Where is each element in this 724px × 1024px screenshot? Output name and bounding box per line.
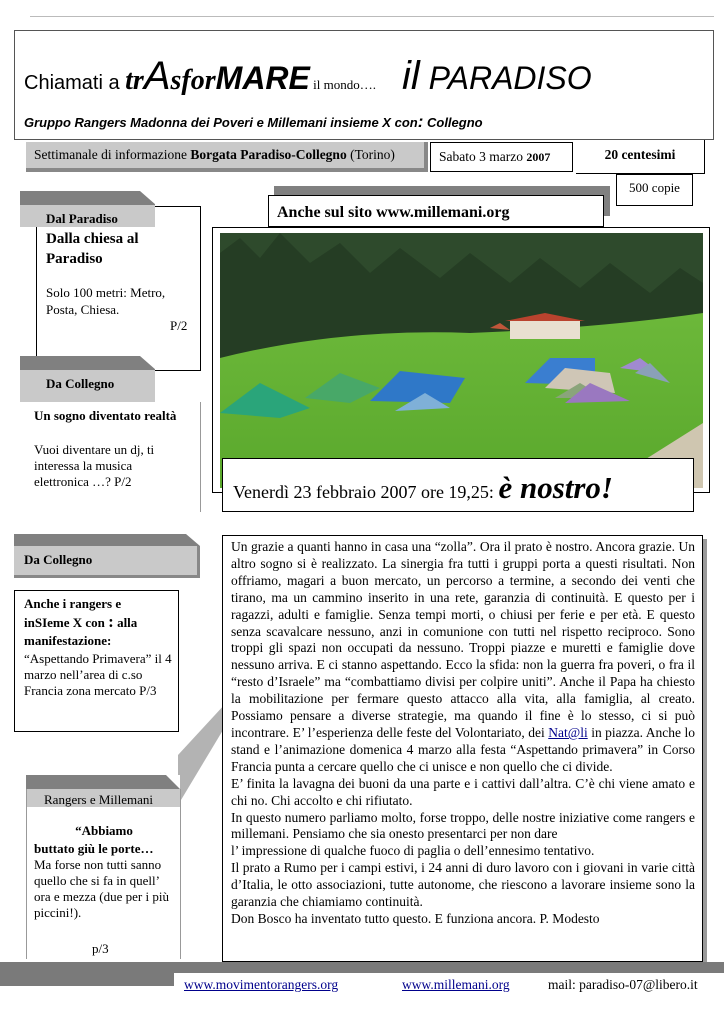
- sidebar2-tab-bevel: [140, 356, 156, 370]
- sidebar1-page: P/2: [170, 318, 188, 333]
- sidebar1-body: Solo 100 metri: Metro, Posta, Chiesa.: [46, 285, 166, 317]
- sidebar4-tab-top: [26, 775, 180, 789]
- sidebar3-tab-label: Da Collegno: [24, 552, 93, 567]
- date-box: [430, 142, 573, 172]
- sidebar3-title: [24, 595, 176, 650]
- masthead-subtitle-text: Gruppo Rangers Madonna dei Poveri e Millemani insieme X con: [24, 115, 418, 130]
- masthead-part2: tr: [125, 65, 144, 96]
- sidebar4-page: p/3: [92, 941, 109, 956]
- copies-text: 500 copie: [629, 180, 680, 195]
- sidebar3-title-line3: manifestazione:: [24, 633, 112, 648]
- sidebar3-title-l2a: inSIeme X con: [24, 615, 109, 630]
- sidebar2-title: Un sogno diventato realtà: [34, 408, 177, 423]
- callout-wedge: [178, 695, 228, 815]
- sidebar3-title-line2: [24, 613, 176, 632]
- web-header-text: Anche sul sito www.millemani.org: [277, 204, 510, 221]
- footer-link-rangers[interactable]: www.movimentorangers.org: [184, 977, 339, 992]
- sidebar1-tab-label: Dal Paradiso: [46, 211, 118, 226]
- sidebar4-tab-bevel: [166, 775, 180, 789]
- sidebar1-tab-bevel: [140, 191, 156, 205]
- photo-caption-text: Venerdì 23 febbraio 2007 ore 19,25:: [233, 482, 499, 502]
- masthead-part4: sfor: [170, 65, 216, 96]
- footer-mail: mail: paradiso-07@libero.it: [548, 977, 698, 992]
- sidebar1-tab-top: [20, 191, 155, 205]
- masthead-subtitle: [24, 112, 483, 132]
- masthead-title: [24, 48, 592, 113]
- sidebar4-border-left: [26, 789, 27, 959]
- sidebar3-tab-top: [14, 534, 200, 546]
- copies-box: [616, 174, 693, 206]
- camp-photo: [220, 233, 703, 488]
- info-bar-post: (Torino): [346, 147, 395, 162]
- date-year: 2007: [526, 150, 551, 164]
- photo-caption: [222, 458, 694, 512]
- sidebar2-body: Vuoi diventare un dj, ti interessa la musica elettronica …? P/2: [34, 442, 155, 489]
- sidebar4-title: [34, 822, 174, 858]
- info-bar: [26, 142, 428, 172]
- sidebar4-title-line1: “Abbiamo: [75, 823, 133, 838]
- masthead-subtitle-end: Collegno: [423, 115, 483, 130]
- article-p1: [231, 539, 695, 776]
- masthead-part6: il mondo….: [309, 77, 376, 92]
- photo-caption-emphasis: è nostro!: [498, 470, 613, 505]
- sidebar2-tab-label: Da Collegno: [46, 376, 115, 391]
- web-header: [268, 195, 604, 227]
- sidebar4-tab: [26, 789, 180, 807]
- article-p4: Il prato a Rumo per i campi estivi, i 24 anni di duro lavoro con i giovani in varie città d’Italia, le otto associazioni, tutte autonome, che riescono a lavorare insieme sono la garanzia che chiamiamo continuità.: [231, 860, 695, 910]
- masthead-part1: Chiamati a: [24, 72, 126, 94]
- article-p1-end: in piazza. Anche lo stand e l’animazione domenica 4 marzo alla festa “Aspettando primavera” in Corso Francia punta a cercare quello che ci unisce e non quello che ci divide.: [231, 724, 695, 774]
- price-box: [576, 140, 705, 174]
- sidebar4-border-right: [180, 789, 181, 959]
- article-p1-text: Un grazie a quanti hanno in casa una “zolla”. Ora il prato è nostro. Ancora grazie. Un altro sogno si è realizzato. La sinergia fra tutti i gruppi porta a questi risultati. Non offriamo, magari a buon mercato, un percorso a termine, a secondo dei venti che tirano, ma un cammino inserito in una rete, garanzia di continuità. E questo per i ragazzi, adulti e famiglie. Senza tempi morti, o chiusi per ferie e per età. E questo senza scavalcare nessuno, anzi in comunione con tutti nel rispetto reciproco. Sono troppi gli spazi non occupati da nessuno. Troppi piazze e muretti e famiglie dove nessuno arriva. E ci stanno aspettando. Ecco la sfida: non la guerra fra poveri, o fra il “resto d’Israele” ma “combattiamo divisi per colpire uniti”. Anche il Papa ha chiesto la mobilitazione per fermare questo attacco alla vita, alla famiglia, al creato. Possiamo pensare a diverse strategie, ma quando il fine è lo stesso, ci si può incontrare. E’ l’esperienza delle feste del Volontariato, dei: [231, 539, 695, 740]
- masthead-part7: il: [401, 54, 420, 98]
- sidebar1-tab: [20, 205, 155, 227]
- sidebar3-title-line1: Anche i rangers e: [24, 596, 122, 611]
- sidebar4-body: Ma forse non tutti sanno quello che si fa in quell’ ora e mezza (due per i più piccini!).: [34, 857, 169, 920]
- sidebar3-tab: [14, 546, 200, 578]
- sidebar2-border: [200, 402, 201, 512]
- masthead-top-rule: [30, 16, 714, 17]
- sidebar2-tab-top: [20, 356, 155, 370]
- info-bar-bold: Borgata Paradiso-Collegno: [190, 147, 347, 162]
- sidebar4-tab-label: Rangers e Millemani: [44, 792, 154, 807]
- masthead-part5: MARE: [215, 60, 310, 96]
- footer-link-millemani[interactable]: www.millemani.org: [402, 977, 510, 992]
- date-text: Sabato 3 marzo: [439, 149, 527, 164]
- article-p2: E’ finita la lavagna dei buoni da una parte e i cattivi dall’altra. C’è chi viene amato e chi no. Chi accolto e chi rifiutato.: [231, 775, 695, 808]
- sidebar3-title-l2b: :: [108, 612, 114, 631]
- sidebar3-title-l2c: alla: [113, 615, 138, 630]
- article-p3: In questo numero parliamo molto, forse troppo, delle nostre iniziative come rangers e millemani. Pensiamo che sia onesto presentarci per non dare: [231, 809, 695, 842]
- article-text: [231, 539, 695, 928]
- masthead-subtitle-colon: :: [417, 112, 424, 131]
- masthead-part3: A: [143, 54, 171, 98]
- sidebar2-tab: [20, 370, 155, 402]
- article-p5: Don Bosco ha inventato tutto questo. E funziona ancora. P. Modesto: [231, 910, 600, 926]
- sidebar3-body: “Aspettando Primavera” il 4 marzo nell’area di c.so Francia zona mercato P/3: [24, 651, 172, 698]
- sidebar3-tab-bevel: [186, 534, 200, 546]
- info-bar-text: Settimanale di informazione: [34, 147, 191, 162]
- sidebar1-title: Dalla chiesa al Paradiso: [46, 231, 139, 267]
- sidebar4-title-line2: buttato giù le porte…: [34, 841, 154, 856]
- natali-link[interactable]: Nat@li: [548, 724, 588, 740]
- price-text: 20 centesimi: [604, 147, 676, 162]
- article-p3b: l’ impressione di qualche fuoco di paglia o dell’ennesimo tentativo.: [231, 843, 595, 859]
- masthead-part8: PARADISO: [419, 60, 592, 96]
